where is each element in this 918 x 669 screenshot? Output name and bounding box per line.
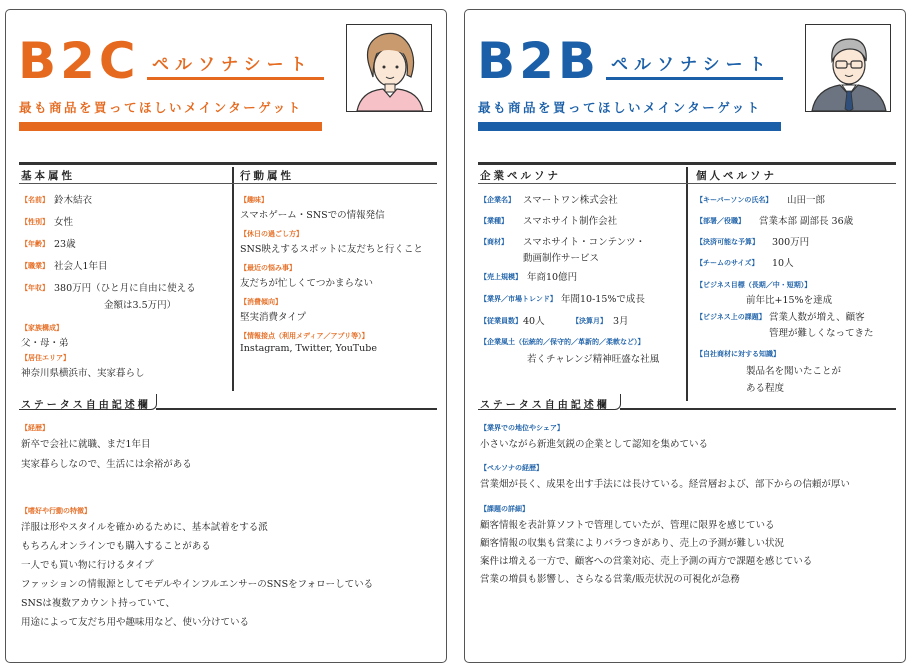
b2b-product-value: スマホサイト・コンテンツ・ (523, 237, 646, 248)
b2c-sheet-title: ペルソナシート (152, 55, 313, 75)
b2c-income-label: 【年収】 (21, 284, 49, 292)
woman-avatar (346, 24, 432, 112)
b2c-basic-heading: 基本属性 (21, 170, 75, 182)
b2b-company-name-label: 【企業名】 (480, 196, 515, 204)
b2b-sales-label: 【売上規模】 (480, 273, 522, 281)
b2c-age-label: 【年齢】 (21, 240, 49, 248)
b2b-position-line: 小さいながら新進気鋭の企業として認知を集めている (480, 439, 709, 450)
b2b-dept-value: 営業本部 副部長 36歳 (759, 216, 854, 227)
b2c-accent-bar (19, 122, 322, 131)
b2b-employees-label: 【従業員数】 (480, 317, 522, 325)
b2c-area-label: 【居住エリア】 (21, 354, 70, 362)
b2c-income-value-cont: 金額は3.5万円） (104, 300, 177, 311)
b2b-history-line: 営業畑が長く、成果を出す手法には長けている。経営層および、部下からの信頼が厚い (480, 479, 850, 490)
b2c-income-value: 380万円（ひと月に自由に使える (54, 283, 196, 294)
b2b-team-value: 10人 (772, 258, 794, 269)
b2b-issue-detail-line: 顧客情報の収集も営業によりバラつきがあり、売上の予測が難しい状況 (480, 538, 785, 549)
b2c-holiday-label: 【休日の過ごし方】 (240, 230, 303, 238)
b2b-persona-sheet (464, 9, 906, 663)
b2b-issue-detail-line: 営業の増員も影響し、さらなる営業/販売状況の可視化が急務 (480, 574, 740, 585)
b2c-gender-value: 女性 (54, 217, 74, 228)
businessman-portrait-icon (806, 25, 890, 111)
b2c-consumption-label: 【消費傾向】 (240, 298, 282, 306)
b2b-knowledge-label: 【自社商材に対する知識】 (696, 350, 780, 358)
b2c-preference-line: 洋服は形やスタイルを確かめるために、基本試着をする派 (21, 522, 268, 533)
b2c-age-value: 23歳 (54, 239, 76, 250)
b2b-column-divider (686, 167, 688, 401)
b2b-status-tab-label: ステータス自由記述欄 (480, 400, 610, 411)
b2c-persona-sheet (5, 9, 447, 663)
b2b-keyperson-label: 【キーパーソンの氏名】 (696, 196, 773, 204)
b2b-fiscal-label: 【決算月】 (572, 317, 607, 325)
b2b-culture-value: 若くチャレンジ精神旺盛な社風 (527, 354, 660, 365)
b2c-preference-line: 用途によって友だち用や趣味用など、使い分けている (21, 617, 250, 628)
b2b-knowledge-value: 製品名を聞いたことが (746, 366, 842, 377)
b2c-heading-rule (19, 183, 437, 184)
b2c-preference-line: 一人でも買い物に行けるタイプ (21, 560, 154, 571)
b2c-family-value: 父・母・弟 (21, 338, 69, 349)
b2c-holiday-value: SNS映えするスポットに友だちと行くこと (240, 244, 423, 255)
b2b-dept-label: 【部署／役職】 (696, 217, 745, 225)
b2c-gender-label: 【性別】 (21, 218, 49, 226)
b2c-career-label: 【経歴】 (21, 424, 49, 432)
b2c-job-value: 社会人1年目 (54, 261, 108, 272)
b2b-issue-detail-label: 【課題の詳細】 (480, 505, 529, 513)
b2b-industry-label: 【業種】 (480, 217, 508, 225)
b2b-status-rule (620, 408, 896, 410)
b2c-family-label: 【家族構成】 (21, 324, 63, 332)
b2c-area-value: 神奈川県横浜市、実家暮らし (21, 368, 145, 379)
b2b-sales-value: 年商10億円 (527, 272, 578, 283)
woman-portrait-icon (347, 25, 431, 111)
b2b-company-name-value: スマートワン株式会社 (523, 195, 618, 206)
b2b-goal-value: 前年比+15%を達成 (746, 295, 833, 306)
b2c-hobby-label: 【趣味】 (240, 196, 268, 204)
b2c-preference-line: もちろんオンラインでも購入することがある (21, 541, 211, 552)
b2c-career-line: 新卒で会社に就職、まだ1年目 (21, 439, 151, 450)
b2b-trend-label: 【業界／市場トレンド】 (480, 295, 557, 303)
b2b-fiscal-value: 3月 (613, 316, 629, 327)
b2b-heading-rule (478, 183, 896, 184)
b2c-preference-label: 【嗜好や行動の特徴】 (21, 507, 91, 515)
b2c-behavior-heading: 行動属性 (240, 170, 294, 182)
b2b-company-heading: 企業ペルソナ (480, 170, 561, 182)
b2b-keyperson-value: 山田一郎 (787, 195, 826, 206)
b2b-big-title: B2B (477, 32, 601, 90)
b2c-career-line: 実家暮らしなので、生活には余裕がある (21, 459, 192, 470)
b2b-section-rule (478, 162, 896, 165)
b2c-status-rule (156, 408, 437, 410)
b2b-issue-detail-line: 顧客情報を表計算ソフトで管理していたが、管理に限界を感じている (480, 520, 775, 531)
b2c-name-label: 【名前】 (21, 196, 49, 204)
b2c-tagline: 最も商品を買ってほしいメインターゲット (19, 100, 303, 115)
b2c-worry-label: 【最近の悩み事】 (240, 264, 296, 272)
b2b-culture-label: 【企業風土（伝統的／保守的／革新的／柔軟など）】 (480, 338, 645, 346)
b2c-name-value: 鈴木結衣 (54, 195, 93, 206)
b2b-accent-bar (478, 122, 781, 131)
b2b-issue-label: 【ビジネス上の課題】 (696, 313, 766, 321)
man-avatar (805, 24, 891, 112)
b2b-issue-value: 営業人数が増え、顧客 (769, 312, 865, 323)
b2c-job-label: 【職業】 (21, 262, 49, 270)
b2b-issue-value-cont: 管理が難しくなってきた (769, 328, 874, 339)
b2c-media-value: Instagram, Twitter, YouTube (240, 343, 377, 354)
b2b-issue-detail-line: 案件は増える一方で、顧客への営業対応、売上予測の両方で課題を感じている (480, 556, 813, 567)
b2b-team-label: 【チームのサイズ】 (696, 259, 759, 267)
b2c-column-divider (232, 167, 234, 391)
b2c-consumption-value: 堅実消費タイプ (240, 312, 307, 323)
b2b-goal-label: 【ビジネス目標（長期／中・短期）】 (696, 281, 812, 289)
b2b-industry-value: スマホサイト制作会社 (523, 216, 618, 227)
b2c-title-underline (147, 77, 324, 80)
b2b-trend-value: 年間10-15%で成長 (561, 294, 645, 305)
b2b-budget-label: 【決済可能な予算】 (696, 238, 759, 246)
b2b-personal-heading: 個人ペルソナ (696, 170, 777, 182)
b2b-employees-value: 40人 (523, 316, 545, 327)
b2c-preference-line: SNSは複数アカウント持っていて、 (21, 598, 176, 609)
b2b-sheet-title: ペルソナシート (611, 55, 772, 75)
b2b-knowledge-value-cont: ある程度 (746, 383, 785, 394)
b2c-worry-value: 友だちが忙しくてつかまらない (240, 278, 374, 289)
b2b-position-label: 【業界での地位やシェア】 (480, 424, 564, 432)
b2c-preference-line: ファッションの情報源としてモデルやインフルエンサーのSNSをフォローしている (21, 579, 374, 590)
b2b-product-label: 【商材】 (480, 238, 508, 246)
b2c-section-rule (19, 162, 437, 165)
b2c-status-tab-label: ステータス自由記述欄 (21, 400, 151, 411)
b2c-big-title: B2C (18, 32, 140, 90)
b2b-tagline: 最も商品を買ってほしいメインターゲット (478, 100, 762, 115)
b2b-product-value-cont: 動画制作サービス (523, 253, 600, 264)
b2c-media-label: 【情報接点（利用メディア／アプリ等）】 (240, 332, 369, 340)
b2b-budget-value: 300万円 (772, 237, 810, 248)
b2b-title-underline (606, 77, 783, 80)
b2b-history-label: 【ペルソナの経歴】 (480, 464, 543, 472)
b2c-hobby-value: スマホゲーム・SNSでの情報発信 (240, 210, 385, 221)
